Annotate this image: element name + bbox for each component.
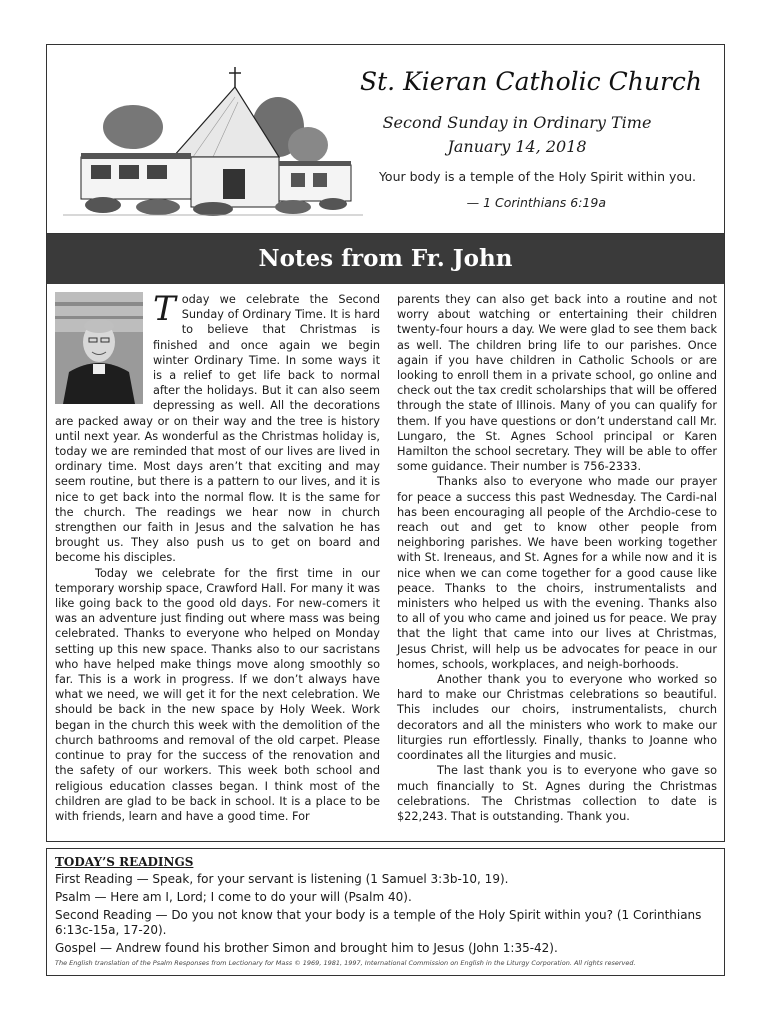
second-reading: Second Reading — Do you not know that your body is a temple of the Holy Spirit within you? (1 Corinthians 6:13c-15a, 17-20). bbox=[55, 908, 702, 937]
notes-banner bbox=[47, 234, 724, 284]
bulletin-date: January 14, 2018 bbox=[447, 137, 587, 156]
notes-title: Notes from Fr. John bbox=[258, 245, 513, 272]
readings-heading: TODAY’S READINGS bbox=[55, 855, 194, 869]
paragraph: Another thank you to everyone who worked so hard to make our Christmas celebrations so beautiful. This includes our choirs, instrumentalists, church decorators and all the ministers who work to make our liturgies run effortlessly. Finally, thanks to Joanne who coordinates all the liturgies and music. bbox=[397, 673, 717, 763]
paragraph: parents they can also get back into a routine and not worry about watching or entertaining their children twenty-four hours a day. We were glad to see them back as well. The children bring life to our parishes. Once again if you have children in Catholic Schools or are looking to enroll them in a private school, go online and check out the tax credit scholarships that will be offered through the state of Illinois. Many of you can qualify for them. If you have questions or don’t understand call Mr. Lungaro, the St. Agnes School principal or Karen Hamilton the school secretary. They will be able to offer some guidance. Their number is 756-2333. bbox=[397, 293, 717, 474]
church-illustration bbox=[63, 57, 363, 227]
gospel: Gospel — Andrew found his brother Simon and brought him to Jesus (John 1:35-42). bbox=[55, 941, 558, 955]
notes-right-column bbox=[397, 292, 717, 824]
copyright-notice: The English translation of the Psalm Responses from Lectionary for Mass © 1969, 1981, 1997, International Commission on English in the Liturgy Corporation. All rights reserved. bbox=[55, 959, 636, 967]
scripture-verse: Your body is a temple of the Holy Spirit within you. bbox=[378, 169, 696, 184]
paragraph: oday we celebrate the Second Sunday of Ordinary Time. It is hard to believe that Christmas is finished and once again we begin winter Ordinary Time. In some ways it is a relief to get life back to normal after the holidays. But it can also seem depressing as well. All the decorations are packed away or on their way and the tree is history until next year. As wonderful as the Christmas holiday is, today we are reminded that most of our lives are lived in ordinary time. Most days aren’t that exciting and may seem routine, but there is a pattern to our lives, and it is nice to get back into the normal flow. It is the same for the church. The readings we hear now in church strengthen our faith in Jesus and the salvation he has brought us. They also push us to get on board and become his disciples. bbox=[55, 293, 380, 565]
first-reading: First Reading — Speak, for your servant is listening (1 Samuel 3:3b-10, 19). bbox=[55, 872, 509, 886]
notes-section bbox=[46, 233, 725, 842]
liturgical-day: Second Sunday in Ordinary Time bbox=[382, 113, 652, 132]
drop-cap: T bbox=[153, 289, 176, 329]
church-name: St. Kieran Catholic Church bbox=[360, 67, 702, 96]
priest-photo bbox=[55, 292, 143, 404]
psalm: Psalm — Here am I, Lord; I come to do your will (Psalm 40). bbox=[55, 890, 412, 904]
readings-section bbox=[46, 848, 725, 976]
bulletin-header bbox=[46, 44, 725, 256]
notes-left-column bbox=[55, 289, 380, 824]
scripture-citation: — 1 Corinthians 6:19a bbox=[466, 195, 606, 210]
paragraph: Thanks also to everyone who made our prayer for peace a success this past Wednesday. The Cardi-nal has been encouraging all people of the Archdio-cese to reach out and get to know other people from neighboring parishes. We have been working together with St. Ireneaus, and St. Agnes for a while now and it is nice when we can come together for a good cause like peace. Thanks to the choirs, instrumentalists and ministers who helped us with the evening. Thanks also to all of you who came and joined us for peace. We pray that the light that came into our lives at Christmas, Jesus Christ, will help us be advocates for peace in our homes, schools, workplaces, and neigh-borhoods. bbox=[397, 475, 717, 671]
paragraph: Today we celebrate for the first time in our temporary worship space, Crawford Hall. For many it was like going back to the good old days. For new-comers it was an adventure just finding out where mass was being celebrated. Thanks to everyone who helped on Monday setting up this new space. Thanks also to our sacristans who have helped make things move along smoothly so far. This is a work in progress. If we don’t always have what we need, we will get it for the next celebration. We should be back in the new space by Holy Week. Work began in the church this week with the demolition of the church bathrooms and removal of the old carpet. Please continue to pray for the success of the renovation and the safety of our workers. This week both school and religious education classes began. I think most of the children are glad to be back in school. It is a place to be with friends, learn and have a good time. For bbox=[55, 566, 380, 823]
paragraph: The last thank you is to everyone who gave so much financially to St. Agnes during the Christmas celebrations. The Christmas collection to date is $22,243. That is outstanding. Thank you. bbox=[397, 764, 717, 823]
